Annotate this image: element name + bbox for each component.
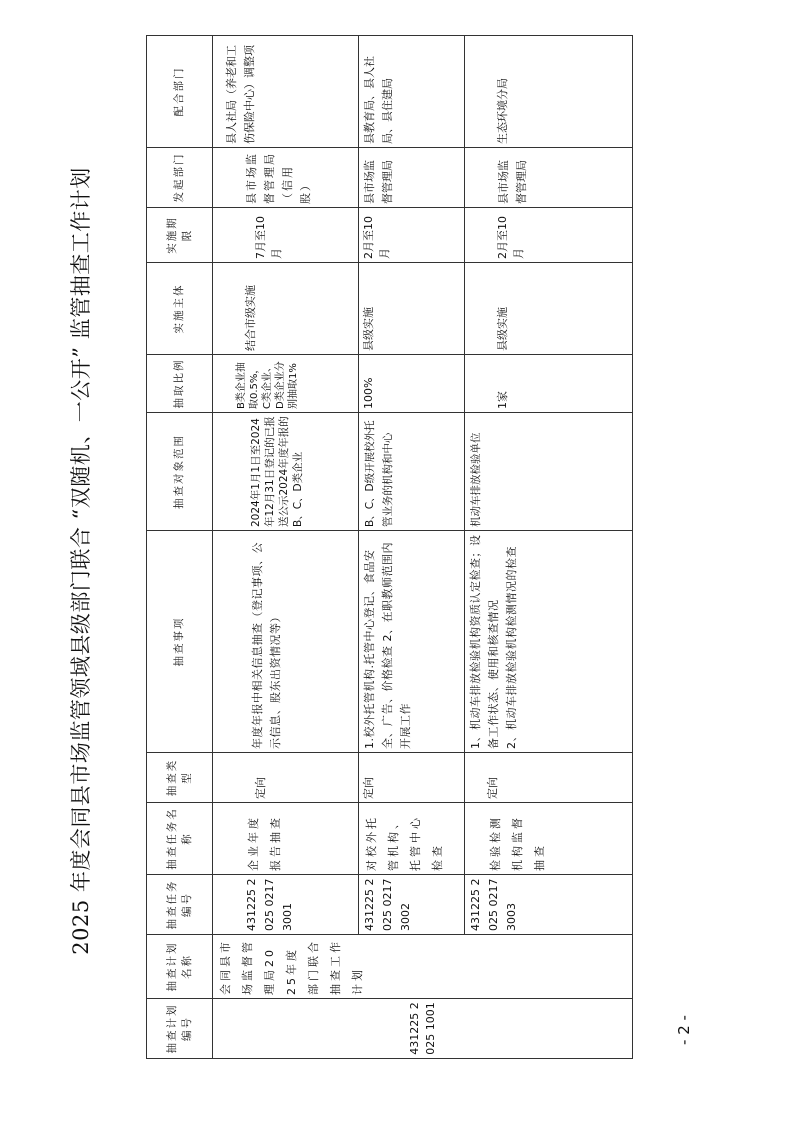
ratio-cell: B类企业抽取0.5%，C类企业、D类企业分别抽取1% [213, 355, 359, 413]
implementer-cell: 县级实施 [359, 263, 465, 355]
ratio-cell: 1家 [465, 355, 633, 413]
initiator-cell: 县市场监督管理局 [359, 148, 465, 208]
item-line: 1.校外托管机构.托管中心登记、食品安全、广告、价格检查 2、在职教师范围内开展工作 [363, 542, 412, 749]
items-cell [465, 531, 633, 753]
scope-cell: 机动车排放检验单位 [465, 413, 633, 531]
plan-table-container [146, 45, 632, 1059]
check-type-cell: 定向 [359, 753, 465, 803]
items-cell [213, 531, 359, 753]
initiator-cell: 县市场监督管理局（信用股） [213, 148, 359, 208]
task-name-cell: 对校外托管机构、托管中心检查 [359, 803, 465, 875]
header-scope: 抽查对象范围 [147, 413, 213, 531]
scope-cell: B、C、D级开展校外托管业务的机构和中心 [359, 413, 465, 531]
plan-table [146, 35, 633, 1059]
header-implementer: 实施主体 [147, 263, 213, 355]
header-plan-name: 抽查计划名称 [147, 935, 213, 999]
header-task-no: 抽查任务编号 [147, 875, 213, 935]
item-line: 1、机动车排放检验机构资质认定检查；设备工作状态、使用和核查情况 [469, 534, 500, 749]
task-no-cell: 431225 2025 0217 3003 [465, 875, 633, 935]
page-title: 2025 年度会同县市场监管领域县级部门联合 “双随机、一公开” 监管抽查工作计划 [69, 167, 93, 955]
period-cell: 7月至10月 [213, 208, 359, 263]
items-cell [359, 531, 465, 753]
cooperate-cell: 县人社局（养老和工伤保险中心）调整项 [213, 36, 359, 148]
cooperate-cell: 生态环境分局 [465, 36, 633, 148]
check-type-cell: 定向 [213, 753, 359, 803]
page-number: - 2 - [675, 1015, 693, 1045]
table-header-row [147, 36, 213, 1059]
item-line: 2、机动车排放检验机构检测情况的检查 [505, 546, 518, 749]
period-cell: 2月至10月 [465, 208, 633, 263]
header-period: 实施期限 [147, 208, 213, 263]
header-initiator: 发起部门 [147, 148, 213, 208]
table-row [359, 36, 465, 1059]
plan-name-cell: 会同县市场监督管理局2025年度部门联合抽查工作计划 [213, 935, 633, 999]
table-row [213, 36, 359, 1059]
task-no-cell: 431225 2025 0217 3001 [213, 875, 359, 935]
header-ratio: 抽取比例 [147, 355, 213, 413]
plan-no-cell: 431225 2025 1001 [213, 999, 633, 1059]
cooperate-cell: 县教育局、县人社局、县住建局 [359, 36, 465, 148]
header-items: 抽查事项 [147, 531, 213, 753]
header-cooperate: 配合部门 [147, 36, 213, 148]
task-name-cell: 企业年度报告抽查 [213, 803, 359, 875]
ratio-cell: 100% [359, 355, 465, 413]
header-plan-no: 抽查计划编号 [147, 999, 213, 1059]
task-name-cell: 检验检测机构监督抽查 [465, 803, 633, 875]
table-row [465, 36, 633, 1059]
plan-table-rotated [146, 45, 632, 1059]
initiator-cell: 县市场监督管理局 [465, 148, 633, 208]
implementer-cell: 结合市级实施 [213, 263, 359, 355]
header-check-type: 抽查类型 [147, 753, 213, 803]
task-no-cell: 431225 2025 0217 3002 [359, 875, 465, 935]
scope-cell: 2024年1月1日至2024年12月31日登记的已报送公示2024年度年报的B、C、D类企业 [213, 413, 359, 531]
item-line: 年度年报中相关信息抽查（登记事项、公示信息、股东出资情况等） [251, 542, 282, 749]
header-task-name: 抽查任务名称 [147, 803, 213, 875]
check-type-cell: 定向 [465, 753, 633, 803]
implementer-cell: 县级实施 [465, 263, 633, 355]
period-cell: 2月至10月 [359, 208, 465, 263]
